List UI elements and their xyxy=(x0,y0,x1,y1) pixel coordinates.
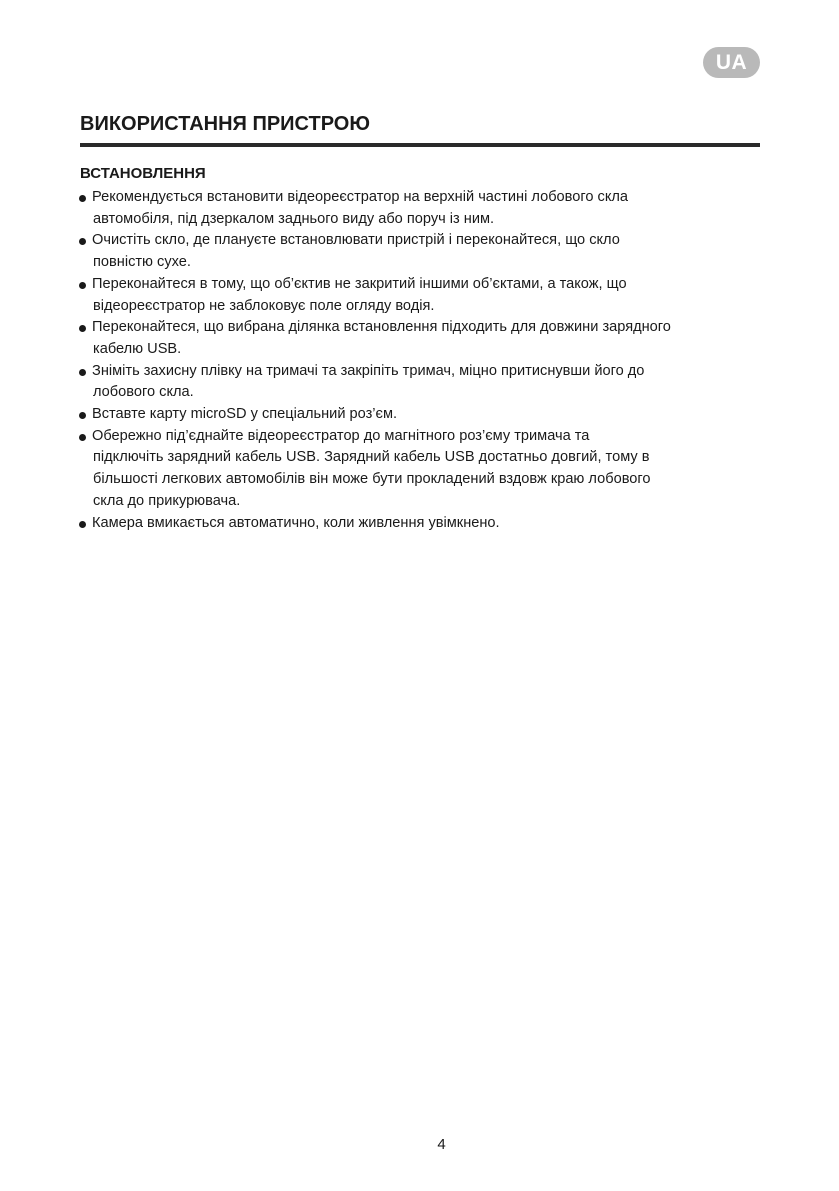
list-item-line: відеореєстратор не заблоковує поле огляду водія. xyxy=(93,297,435,314)
list-item-text xyxy=(92,274,768,317)
list-item-text xyxy=(92,513,768,535)
list-item-line: Обережно під’єднайте відеореєстратор до магнітного роз’єму тримача та xyxy=(92,427,590,444)
list-item-line: Рекомендується встановити відеореєстратор на верхній частині лобового скла xyxy=(92,189,629,205)
list-item-line: Зніміть захисну плівку на тримачі та закріпіть тримач, міцно притиснувши його до xyxy=(92,362,645,379)
bullet-icon xyxy=(79,282,86,289)
instruction-list xyxy=(78,187,768,534)
list-item xyxy=(78,187,768,230)
list-item xyxy=(78,317,768,360)
list-item xyxy=(78,230,768,273)
bullet-icon xyxy=(79,412,86,419)
page-number: 4 xyxy=(437,1136,446,1153)
list-item-line: повністю сухе. xyxy=(93,254,191,271)
list-item-line: Вставте карту microSD у спеціальний роз’єм. xyxy=(92,406,398,423)
bullet-icon xyxy=(79,325,86,332)
list-item xyxy=(78,361,768,404)
bullet-icon xyxy=(79,434,86,441)
list-item-line: більшості легкових автомобілів він може бути прокладений вздовж краю лобового xyxy=(93,471,651,488)
list-item-line: скла до прикурювача. xyxy=(93,492,241,509)
list-item-text xyxy=(92,317,768,360)
list-item-line: кабелю USB. xyxy=(93,340,182,357)
list-item xyxy=(78,404,768,426)
list-item-line: Переконайтеся, що вибрана ділянка встановлення підходить для довжини зарядного xyxy=(92,319,671,336)
list-item-text xyxy=(92,404,768,426)
list-item xyxy=(78,513,768,535)
bullet-icon xyxy=(79,238,86,245)
list-item-line: Камера вмикається автоматично, коли живлення увімкнено. xyxy=(92,514,500,531)
list-item xyxy=(78,426,768,513)
list-item-text xyxy=(92,187,768,230)
title-divider xyxy=(80,143,760,147)
page-title: ВИКОРИСТАННЯ ПРИСТРОЮ xyxy=(80,113,370,135)
bullet-icon xyxy=(79,369,86,376)
section-heading: ВСТАНОВЛЕННЯ xyxy=(80,165,206,182)
list-item-text xyxy=(92,426,768,513)
language-badge: UA xyxy=(703,47,760,78)
list-item-text xyxy=(92,361,768,404)
list-item-text xyxy=(92,230,768,273)
list-item xyxy=(78,274,768,317)
list-item-line: Переконайтеся в тому, що об’єктив не закритий іншими об’єктами, а також, що xyxy=(92,275,627,292)
list-item-line: Очистіть скло, де плануєте встановлювати пристрій і переконайтеся, що скло xyxy=(92,232,620,249)
list-item-line: підключіть зарядний кабель USB. Зарядний кабель USB достатньо довгий, тому в xyxy=(93,449,650,466)
bullet-icon xyxy=(79,521,86,528)
bullet-icon xyxy=(79,195,86,202)
list-item-line: лобового скла. xyxy=(93,384,194,401)
list-item-line: автомобіля, під дзеркалом заднього виду або поруч із ним. xyxy=(93,210,495,227)
